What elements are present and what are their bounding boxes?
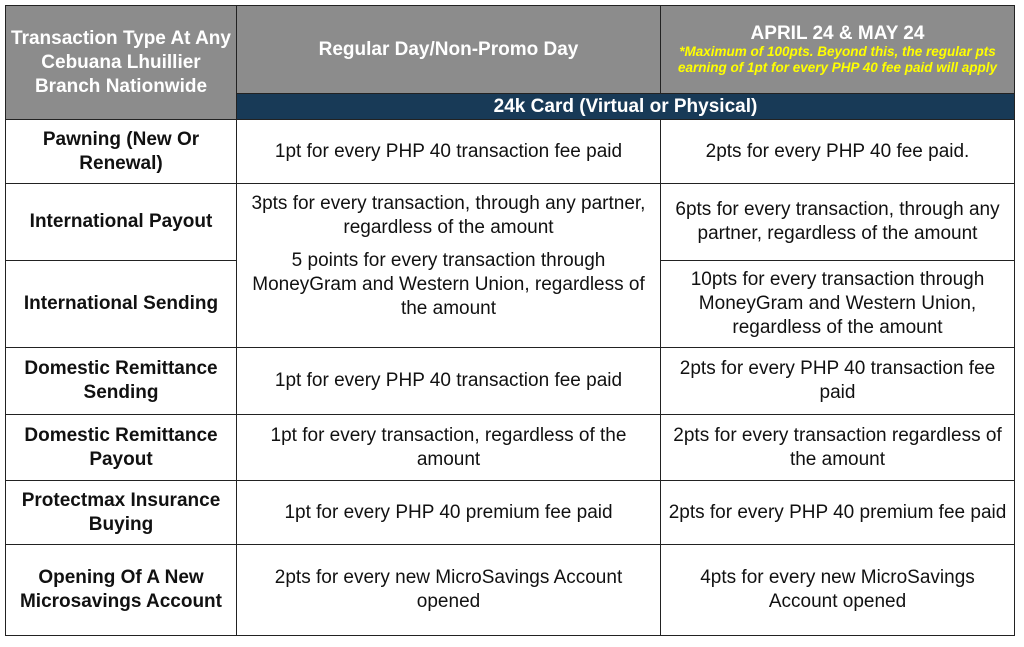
promo-cell: 10pts for every transaction through MoneyGram and Western Union, regardless of the amount <box>661 261 1015 348</box>
regular-cell: 1pt for every PHP 40 transaction fee paid <box>237 120 661 184</box>
row-label: International Sending <box>6 261 237 348</box>
row-label: Pawning (New Or Renewal) <box>6 120 237 184</box>
row-label: Domestic Remittance Sending <box>6 348 237 415</box>
regular-text-international-sending: 5 points for every transaction through MoneyGram and Western Union, regardless of the amount <box>252 250 645 319</box>
regular-cell: 1pt for every PHP 40 transaction fee paid <box>237 348 661 415</box>
rewards-table <box>5 5 1015 636</box>
row-label: Protectmax Insurance Buying <box>6 481 237 545</box>
regular-cell: 1pt for every PHP 40 premium fee paid <box>237 481 661 545</box>
card-type-bar: 24k Card (Virtual or Physical) <box>237 94 1015 120</box>
regular-cell-merged <box>237 184 661 348</box>
promo-cell: 2pts for every transaction regardless of the amount <box>661 415 1015 481</box>
table-row <box>6 120 1015 184</box>
header-transaction-type: Transaction Type At Any Cebuana Lhuillier Branch Nationwide <box>6 6 237 120</box>
promo-note: *Maximum of 100pts. Beyond this, the regular pts earning of 1pt for every PHP 40 fee paid will apply <box>677 44 998 75</box>
row-label: Opening Of A New Microsavings Account <box>6 545 237 636</box>
row-label: International Payout <box>6 184 237 261</box>
promo-cell: 2pts for every PHP 40 fee paid. <box>661 120 1015 184</box>
header-promo-day <box>661 6 1015 94</box>
regular-cell: 1pt for every transaction, regardless of the amount <box>237 415 661 481</box>
row-label: Domestic Remittance Payout <box>6 415 237 481</box>
promo-cell: 6pts for every transaction, through any partner, regardless of the amount <box>661 184 1015 261</box>
header-row <box>6 6 1015 94</box>
table-row <box>6 481 1015 545</box>
promo-cell: 2pts for every PHP 40 premium fee paid <box>661 481 1015 545</box>
table-row <box>6 545 1015 636</box>
promo-cell: 4pts for every new MicroSavings Account opened <box>661 545 1015 636</box>
promo-cell: 2pts for every PHP 40 transaction fee paid <box>661 348 1015 415</box>
table-row <box>6 348 1015 415</box>
regular-cell: 2pts for every new MicroSavings Account opened <box>237 545 661 636</box>
regular-text-international-payout: 3pts for every transaction, through any partner, regardless of the amount <box>251 193 646 238</box>
header-regular-day: Regular Day/Non-Promo Day <box>237 6 661 94</box>
promo-dates: APRIL 24 & MAY 24 <box>750 23 925 44</box>
table-row <box>6 415 1015 481</box>
table-row <box>6 184 1015 261</box>
